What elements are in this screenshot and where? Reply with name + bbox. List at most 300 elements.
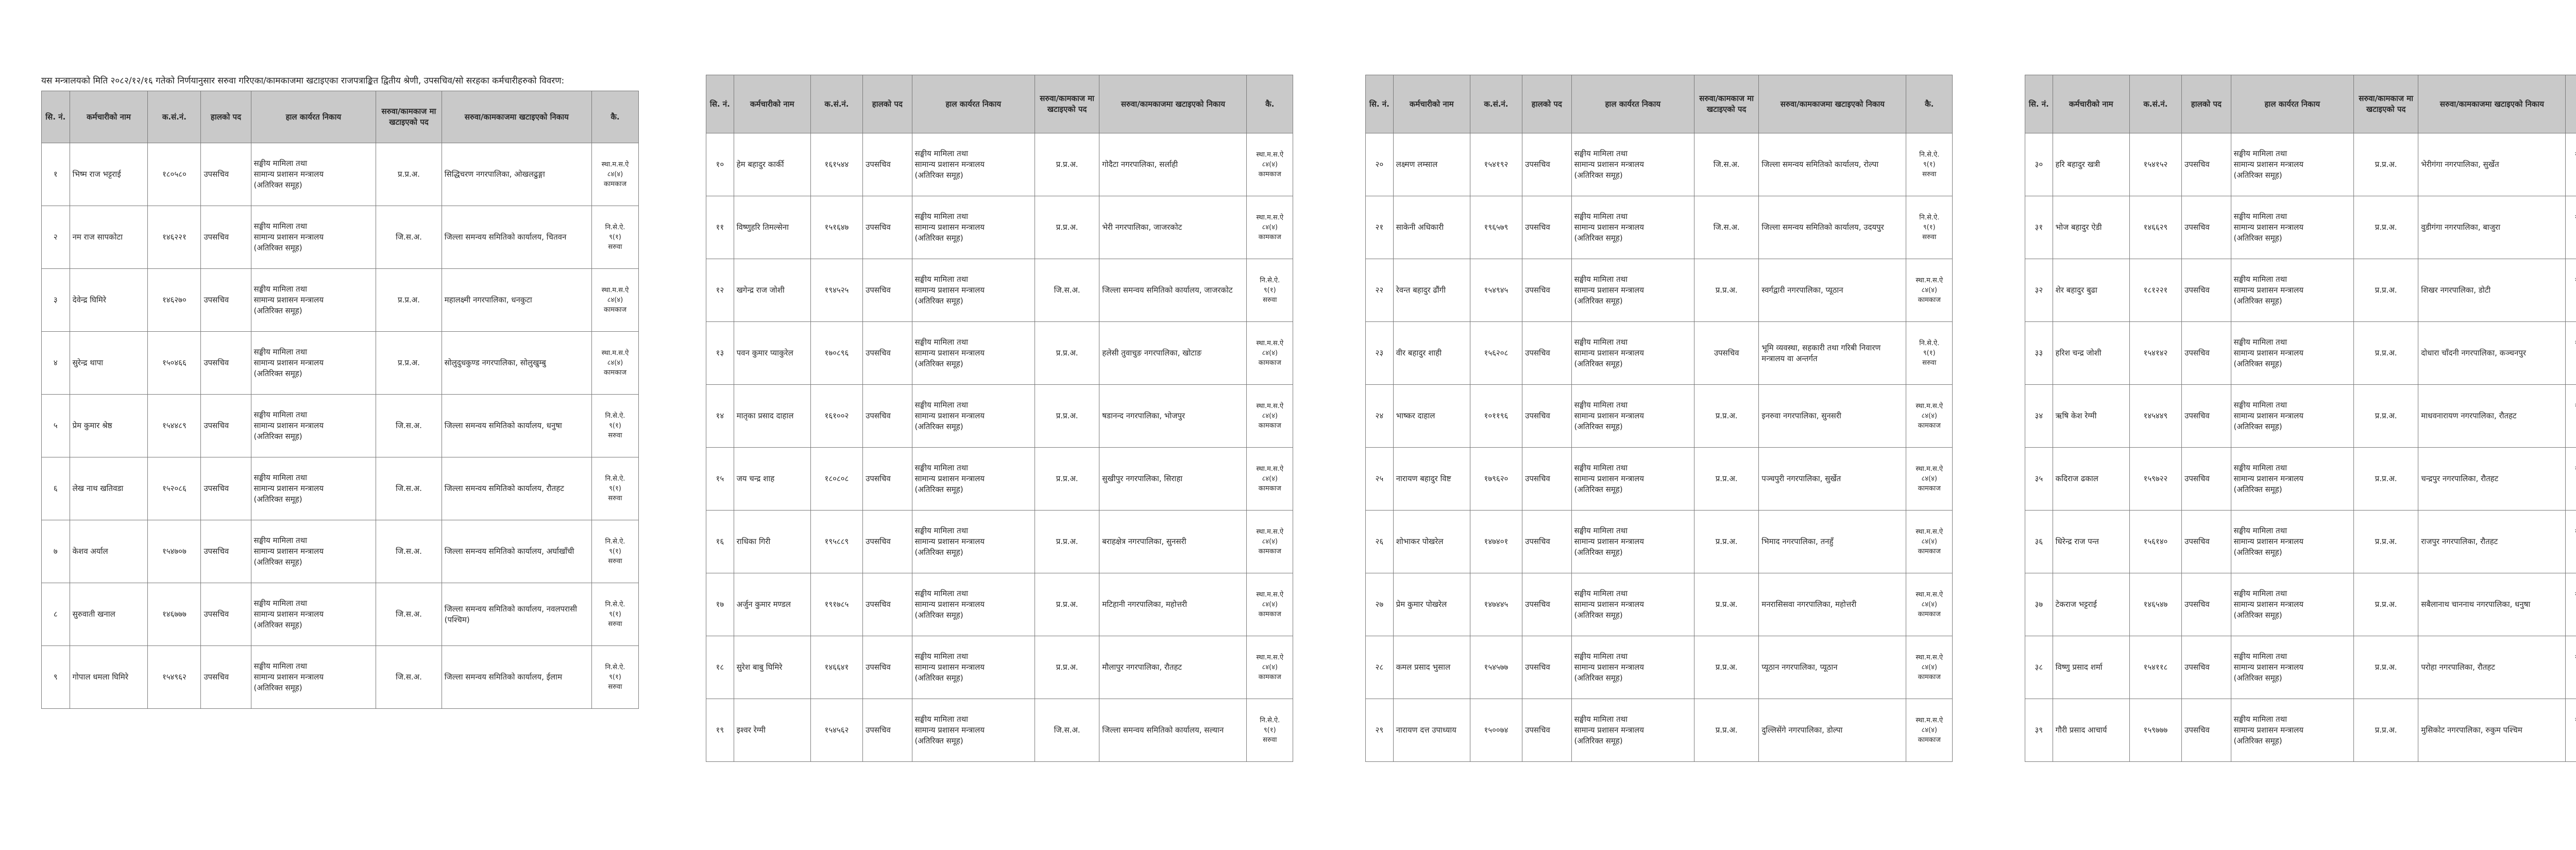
cell-line: (अतिरिक्त समूह) xyxy=(2233,736,2282,745)
cell-line: सामान्य प्रशासन मन्त्रालय xyxy=(253,358,324,367)
cell-assigned-office: बराहक्षेत्र नगरपालिका, सुनसरी xyxy=(1099,511,1247,573)
cell-line: सरुवा xyxy=(608,620,622,628)
cell-current-office xyxy=(251,646,376,709)
cell-line: ८४(४) xyxy=(1921,475,1937,483)
cell-line: स्था.म.स.ऐ xyxy=(601,349,629,357)
cell-line: सरुवा xyxy=(608,495,622,502)
cell-assigned-post: जि.स.अ. xyxy=(376,520,442,583)
table-row xyxy=(2025,322,2576,385)
cell-assigned-office: मुसिकोट नगरपालिका, रुकुम पश्चिम xyxy=(2418,699,2566,762)
cell-staff-id: १५४१९२ xyxy=(1470,133,1522,196)
cell-assigned-office: जिल्ला समन्वय समितिको कार्यालय, चितवन xyxy=(442,206,591,269)
table-row xyxy=(1366,511,1953,573)
cell-line: सामान्य प्रशासन मन्त्रालय xyxy=(914,725,985,735)
cell-line: (अतिरिक्त समूह) xyxy=(2233,485,2282,494)
cell-remarks xyxy=(2566,699,2576,762)
table-row xyxy=(1366,385,1953,448)
cell-line xyxy=(2568,716,2576,725)
cell-line: नि.से.ऐ. xyxy=(1260,717,1280,724)
cell-employee-name: कदिराज ढकाल xyxy=(2053,448,2129,511)
cell-line: ८४(४) xyxy=(1262,664,1278,671)
cell-line: सरुवा xyxy=(1263,736,1277,744)
table-row xyxy=(706,636,1293,699)
cell-line xyxy=(2568,464,2576,474)
table-row xyxy=(1366,196,1953,259)
table-row xyxy=(42,206,639,269)
cell-line: (अतिरिक्त समूह) xyxy=(914,610,963,620)
cell-assigned-post: प्र.प्र.अ. xyxy=(2354,511,2418,573)
cell-current-office xyxy=(912,259,1035,322)
cell-line: (अतिरिक्त समूह) xyxy=(1574,233,1623,243)
cell-line: सङ्घीय मामिला तथा xyxy=(1574,652,1628,661)
cell-employee-name: रेवन्त बहादुर ढौंगी xyxy=(1393,259,1470,322)
cell-current-post: उपसचिव xyxy=(201,395,251,457)
cell-employee-name: पवन कुमार प्याकुरेल xyxy=(734,322,810,385)
cell-serial-number: ९ xyxy=(42,646,70,709)
cell-current-office xyxy=(2231,636,2354,699)
cell-line: सामान्य प्रशासन मन्त्रालय xyxy=(253,232,324,242)
header-assigned-office: सरुवा/कामकाजमा खटाइएको निकाय xyxy=(1759,75,1906,133)
cell-remarks xyxy=(1906,322,1953,385)
cell-line: (अतिरिक्त समूह) xyxy=(253,369,302,378)
cell-staff-id: १५९७२२ xyxy=(2129,448,2181,511)
intro-paragraph: यस मन्त्रालयको मिति २०८२/१२/१६ गतेको निर्णयानुसार सरुवा गरिएका/कामकाजमा खटाइएका राजपत्राङ्कित द्वितीय श्रेणी, उपसचिव/सो सरहका कर्मचारीहरुको विवरण: xyxy=(41,76,565,86)
cell-line xyxy=(2568,401,2576,411)
cell-line xyxy=(2568,232,2576,242)
cell-current-office xyxy=(251,583,376,646)
table-row xyxy=(1366,448,1953,511)
cell-line: कामकाज xyxy=(1918,736,1941,744)
cell-line: ९(१) xyxy=(609,422,621,430)
cell-remarks xyxy=(1906,699,1953,762)
cell-line xyxy=(2568,547,2576,556)
cell-line: सङ्घीय मामिला तथा xyxy=(914,715,969,724)
header-current-post: हालको पद xyxy=(2182,75,2231,133)
cell-remarks xyxy=(591,583,638,646)
cell-line: सङ्घीय मामिला तथा xyxy=(2233,715,2287,724)
cell-line: सरुवा xyxy=(1922,233,1937,241)
cell-assigned-post: प्र.प्र.अ. xyxy=(376,269,442,332)
cell-line: ८४(४) xyxy=(1921,412,1937,420)
cell-current-post: उपसचिव xyxy=(2182,259,2231,322)
cell-staff-id: १५६२०८ xyxy=(1470,322,1522,385)
cell-line: ८४(४) xyxy=(1921,286,1937,294)
cell-employee-name: गौरी प्रसाद आचार्य xyxy=(2053,699,2129,762)
cell-current-post: उपसचिव xyxy=(2182,322,2231,385)
cell-current-office xyxy=(251,143,376,206)
cell-employee-name: लेख नाथ खतिवडा xyxy=(70,457,148,520)
cell-line: ८४(४) xyxy=(1921,664,1937,671)
cell-line: सङ्घीय मामिला तथा xyxy=(2233,212,2287,221)
cell-employee-name: धिरेन्द्र राज पन्त xyxy=(2053,511,2129,573)
cell-line xyxy=(2568,150,2576,160)
cell-assigned-post: प्र.प्र.अ. xyxy=(1035,196,1099,259)
cell-remarks xyxy=(1247,511,1293,573)
cell-staff-id: १९५८८९ xyxy=(810,511,862,573)
header-assigned-office: सरुवा/कामकाजमा खटाइएको निकाय xyxy=(442,91,591,143)
cell-remarks xyxy=(1906,448,1953,511)
table-row xyxy=(42,520,639,583)
cell-remarks xyxy=(1247,259,1293,322)
cell-staff-id: १५४११८ xyxy=(2129,636,2181,699)
table-row xyxy=(2025,699,2576,762)
cell-current-office xyxy=(1571,196,1694,259)
cell-current-office xyxy=(912,636,1035,699)
cell-staff-id: १४६६४१ xyxy=(810,636,862,699)
header-assigned-office: सरुवा/कामकाजमा खटाइएको निकाय xyxy=(2418,75,2566,133)
cell-line: सङ्घीय मामिला तथा xyxy=(914,337,969,347)
cell-remarks xyxy=(1906,511,1953,573)
cell-line: स्था.म.स.ऐ xyxy=(601,286,629,294)
cell-assigned-post: जि.स.अ. xyxy=(376,583,442,646)
cell-serial-number: २१ xyxy=(1366,196,1394,259)
table-row xyxy=(2025,636,2576,699)
cell-employee-name: राधिका गिरी xyxy=(734,511,810,573)
cell-staff-id: १४६७७७ xyxy=(148,583,201,646)
cell-line: ९(१) xyxy=(1923,161,1936,168)
cell-line: ८४(४) xyxy=(607,171,623,178)
cell-staff-id: १५४१४२ xyxy=(2129,322,2181,385)
table-row xyxy=(706,133,1293,196)
cell-remarks xyxy=(1906,133,1953,196)
cell-staff-id: १५०४६६ xyxy=(148,332,201,395)
cell-line: ९(१) xyxy=(1923,349,1936,357)
cell-assigned-office: जिल्ला समन्वय समितिको कार्यालय, रोल्पा xyxy=(1759,133,1906,196)
cell-staff-id: १५२०८६ xyxy=(148,457,201,520)
cell-line: (अतिरिक्त समूह) xyxy=(253,620,302,630)
cell-line: (अतिरिक्त समूह) xyxy=(2233,171,2282,180)
cell-line: सामान्य प्रशासन मन्त्रालय xyxy=(1574,348,1645,358)
cell-assigned-office: हलेसी तुवाचुङ नगरपालिका, खोटाङ xyxy=(1099,322,1247,385)
cell-line: (अतिरिक्त समूह) xyxy=(253,683,302,692)
cell-line xyxy=(2568,537,2576,547)
cell-line: स्था.म.स.ऐ xyxy=(1256,214,1284,222)
cell-current-office xyxy=(1571,133,1694,196)
cell-line: (अतिरिक्त समूह) xyxy=(1574,610,1623,620)
cell-serial-number: १८ xyxy=(706,636,734,699)
cell-line: सरुवा xyxy=(1263,296,1277,304)
cell-line: सामान्य प्रशासन मन्त्रालय xyxy=(914,600,985,609)
cell-line xyxy=(2568,358,2576,368)
cell-remarks xyxy=(2566,322,2576,385)
cell-serial-number: १५ xyxy=(706,448,734,511)
cell-line xyxy=(2568,600,2576,609)
header-staff-id: क.सं.नं. xyxy=(148,91,201,143)
cell-employee-name: हरिश चन्द्र जोशी xyxy=(2053,322,2129,385)
cell-staff-id: १४६६२९ xyxy=(2129,196,2181,259)
cell-line: सङ्घीय मामिला तथा xyxy=(914,589,969,598)
cell-line: ८४(४) xyxy=(1921,601,1937,608)
cell-staff-id: १४५४४९ xyxy=(2129,385,2181,448)
cell-remarks xyxy=(1906,385,1953,448)
cell-line: सामान्य प्रशासन मन्त्रालय xyxy=(1574,600,1645,609)
cell-line: सङ्घीय मामिला तथा xyxy=(1574,400,1628,410)
cell-line: (अतिरिक्त समूह) xyxy=(2233,359,2282,368)
cell-assigned-office: जिल्ला समन्वय समितिको कार्यालय, सल्यान xyxy=(1099,699,1247,762)
cell-serial-number: ३९ xyxy=(2025,699,2053,762)
cell-line: सामान्य प्रशासन मन्त्रालय xyxy=(253,169,324,179)
cell-line: सङ्घीय मामिला तथा xyxy=(253,536,308,545)
header-current-office: हाल कार्यरत निकाय xyxy=(2231,75,2354,133)
cell-employee-name: भोज बहादुर ऐडी xyxy=(2053,196,2129,259)
cell-employee-name: प्रेम कुमार श्रेष्ठ xyxy=(70,395,148,457)
cell-line: नि.से.ऐ. xyxy=(1919,339,1940,347)
cell-line xyxy=(2568,474,2576,484)
header-employee-name: कर्मचारीको नाम xyxy=(70,91,148,143)
cell-line: सङ्घीय मामिला तथा xyxy=(253,159,308,168)
cell-line xyxy=(2568,735,2576,745)
cell-line: स्था.म.स.ऐ xyxy=(1256,339,1284,347)
cell-line: सङ्घीय मामिला तथा xyxy=(253,473,308,482)
cell-line: स्था.म.स.ऐ xyxy=(601,161,629,168)
cell-current-post: उपसचिव xyxy=(863,573,912,636)
cell-line: ८४(४) xyxy=(607,296,623,304)
page-panel-3 xyxy=(1365,75,1953,762)
cell-assigned-office: भिमाद नगरपालिका, तनहुँ xyxy=(1759,511,1906,573)
cell-serial-number: २० xyxy=(1366,133,1394,196)
cell-current-post: उपसचिव xyxy=(201,269,251,332)
cell-line: सामान्य प्रशासन मन्त्रालय xyxy=(1574,662,1645,672)
cell-assigned-office: महालक्ष्मी नगरपालिका, धनकुटा xyxy=(442,269,591,332)
table-row xyxy=(706,573,1293,636)
cell-staff-id: १५९७७७ xyxy=(2129,699,2181,762)
cell-line: कामकाज xyxy=(603,180,627,188)
cell-line: सामान्य प्रशासन मन्त्रालय xyxy=(2233,725,2304,735)
cell-assigned-post: जि.स.अ. xyxy=(1035,259,1099,322)
cell-current-office xyxy=(2231,511,2354,573)
cell-line: (अतिरिक्त समूह) xyxy=(1574,171,1623,180)
table-row xyxy=(706,699,1293,762)
header-current-office: हाल कार्यरत निकाय xyxy=(1571,75,1694,133)
header-assigned-post: सरुवा/कामकाज मा खटाइएको पद xyxy=(1035,75,1099,133)
cell-remarks xyxy=(1906,573,1953,636)
cell-line: नि.से.ऐ. xyxy=(605,538,625,546)
cell-line: सङ्घीय मामिला तथा xyxy=(2233,589,2287,598)
cell-line: स्था.म.स.ऐ xyxy=(1256,151,1284,159)
cell-assigned-post: प्र.प्र.अ. xyxy=(1694,511,1759,573)
cell-assigned-post: प्र.प्र.अ. xyxy=(2354,322,2418,385)
cell-current-post: उपसचिव xyxy=(2182,636,2231,699)
cell-line: (अतिरिक्त समूह) xyxy=(914,422,963,431)
cell-line: सङ्घीय मामिला तथा xyxy=(914,652,969,661)
cell-line: सामान्य प्रशासन मन्त्रालय xyxy=(253,295,324,304)
cell-line: सङ्घीय मामिला तथा xyxy=(1574,715,1628,724)
cell-line: सङ्घीय मामिला तथा xyxy=(1574,275,1628,284)
cell-serial-number: ११ xyxy=(706,196,734,259)
cell-line: सरुवा xyxy=(608,683,622,691)
cell-assigned-post: प्र.प्र.अ. xyxy=(2354,196,2418,259)
cell-staff-id: १८१२२१ xyxy=(2129,259,2181,322)
cell-current-office xyxy=(1571,448,1694,511)
cell-serial-number: १६ xyxy=(706,511,734,573)
cell-assigned-post: प्र.प्र.अ. xyxy=(1035,385,1099,448)
header-staff-id: क.सं.नं. xyxy=(1470,75,1522,133)
header-staff-id: क.सं.नं. xyxy=(2129,75,2181,133)
cell-current-office xyxy=(1571,322,1694,385)
cell-line: ८४(४) xyxy=(1262,475,1278,483)
cell-serial-number: ३७ xyxy=(2025,573,2053,636)
cell-line: नि.से.ऐ. xyxy=(605,224,625,231)
cell-current-post: उपसचिव xyxy=(2182,196,2231,259)
cell-staff-id: १०११९६ xyxy=(1470,385,1522,448)
cell-assigned-office: प्यूठान नगरपालिका, प्यूठान xyxy=(1759,636,1906,699)
header-remarks: कै. xyxy=(591,91,638,143)
cell-assigned-post: प्र.प्र.अ. xyxy=(376,143,442,206)
cell-current-post: उपसचिव xyxy=(1522,699,1571,762)
cell-line: सरुवा xyxy=(608,557,622,565)
cell-line: कामकाज xyxy=(1258,171,1281,178)
cell-serial-number: ३१ xyxy=(2025,196,2053,259)
cell-line: सङ्घीय मामिला तथा xyxy=(2233,526,2287,535)
cell-line: सरुवा xyxy=(1922,171,1937,178)
cell-assigned-office: भूमि व्यवस्था, सहकारी तथा गरिबी निवारण मन्त्रालय वा अन्तर्गत xyxy=(1759,322,1906,385)
cell-assigned-post: प्र.प्र.अ. xyxy=(2354,385,2418,448)
cell-remarks xyxy=(591,269,638,332)
cell-assigned-post: प्र.प्र.अ. xyxy=(1035,636,1099,699)
cell-line xyxy=(2568,527,2576,537)
cell-remarks xyxy=(1247,385,1293,448)
header-assigned-post: सरुवा/कामकाज मा खटाइएको पद xyxy=(376,91,442,143)
cell-employee-name: प्रेम कुमार पोखरेल xyxy=(1393,573,1470,636)
cell-current-office xyxy=(251,395,376,457)
table-row xyxy=(1366,259,1953,322)
header-current-office: हाल कार्यरत निकाय xyxy=(912,75,1035,133)
cell-remarks xyxy=(1906,636,1953,699)
cell-assigned-office: चन्द्रपुर नगरपालिका, रौतहट xyxy=(2418,448,2566,511)
header-current-post: हालको पद xyxy=(1522,75,1571,133)
cell-current-office xyxy=(251,332,376,395)
table-row xyxy=(706,259,1293,322)
cell-serial-number: २३ xyxy=(1366,322,1394,385)
table-row xyxy=(706,385,1293,448)
cell-serial-number: १० xyxy=(706,133,734,196)
header-serial-number: सि. नं. xyxy=(2025,75,2053,133)
cell-line: ८४(४) xyxy=(1262,224,1278,231)
table-row xyxy=(1366,322,1953,385)
employee-table xyxy=(706,75,1293,762)
cell-staff-id: १५४१५२ xyxy=(2129,133,2181,196)
cell-current-office xyxy=(2231,385,2354,448)
cell-line: (अतिरिक्त समूह) xyxy=(2233,673,2282,683)
cell-employee-name: नम राज सापकोटा xyxy=(70,206,148,269)
header-remarks: कै. xyxy=(1247,75,1293,133)
cell-line xyxy=(2568,484,2576,494)
cell-remarks xyxy=(591,395,638,457)
cell-remarks xyxy=(591,520,638,583)
cell-line xyxy=(2568,338,2576,348)
cell-assigned-office: जिल्ला समन्वय समितिको कार्यालय, नवलपरासी (पश्चिम) xyxy=(442,583,591,646)
cell-line: सङ्घीय मामिला तथा xyxy=(253,222,308,231)
cell-employee-name: इश्वर रेग्मी xyxy=(734,699,810,762)
cell-employee-name: शोभाकर पोखरेल xyxy=(1393,511,1470,573)
cell-employee-name: गोपाल धमला घिमिरे xyxy=(70,646,148,709)
cell-staff-id: १६१००२ xyxy=(810,385,862,448)
cell-line: सामान्य प्रशासन मन्त्रालय xyxy=(914,537,985,546)
cell-current-post: उपसचिव xyxy=(863,511,912,573)
cell-line: सामान्य प्रशासन मन्त्रालय xyxy=(2233,160,2304,169)
cell-line: (अतिरिक्त समूह) xyxy=(253,432,302,441)
cell-line: स्था.म.स.ऐ xyxy=(1256,465,1284,473)
cell-line xyxy=(2568,213,2576,223)
cell-serial-number: २४ xyxy=(1366,385,1394,448)
cell-employee-name: हरि बहादुर खत्री xyxy=(2053,133,2129,196)
cell-line: सङ्घीय मामिला तथा xyxy=(1574,212,1628,221)
cell-line xyxy=(2568,276,2576,285)
table-row xyxy=(1366,699,1953,762)
header-remarks xyxy=(2566,75,2576,133)
cell-line: ८४(४) xyxy=(1921,538,1937,546)
cell-assigned-office: सबैलानाथ चाननाथ नगरपालिका, धनुषा xyxy=(2418,573,2566,636)
cell-assigned-post: प्र.प्र.अ. xyxy=(2354,699,2418,762)
cell-serial-number: २७ xyxy=(1366,573,1394,636)
cell-staff-id: १५००७४ xyxy=(1470,699,1522,762)
page-panel-1 xyxy=(41,75,639,709)
cell-assigned-office: पञ्चपुरी नगरपालिका, सुर्खेत xyxy=(1759,448,1906,511)
cell-line: सङ्घीय मामिला तथा xyxy=(914,400,969,410)
cell-line xyxy=(2568,725,2576,735)
table-row xyxy=(2025,196,2576,259)
cell-line: ८४(४) xyxy=(1262,412,1278,420)
cell-remarks xyxy=(2566,448,2576,511)
cell-line: ८४(४) xyxy=(1262,349,1278,357)
cell-remarks xyxy=(2566,636,2576,699)
cell-assigned-post: प्र.प्र.अ. xyxy=(1035,511,1099,573)
table-row xyxy=(706,511,1293,573)
cell-remarks xyxy=(1906,196,1953,259)
cell-employee-name: जय चन्द्र शाह xyxy=(734,448,810,511)
cell-line xyxy=(2568,609,2576,619)
cell-employee-name: हेम बहादुर कार्की xyxy=(734,133,810,196)
cell-remarks xyxy=(1906,259,1953,322)
cell-line: सामान्य प्रशासन मन्त्रालय xyxy=(253,421,324,430)
cell-line: ९(१) xyxy=(609,673,621,681)
cell-remarks xyxy=(1247,448,1293,511)
table-header-row xyxy=(706,75,1293,133)
cell-current-post: उपसचिव xyxy=(201,646,251,709)
cell-line: कामकाज xyxy=(1258,610,1281,618)
cell-line: सामान्य प्रशासन मन्त्रालय xyxy=(2233,537,2304,546)
table-row xyxy=(42,395,639,457)
cell-assigned-office: राजपुर नगरपालिका, रौतहट xyxy=(2418,511,2566,573)
cell-line: सङ्घीय मामिला तथा xyxy=(253,284,308,294)
cell-staff-id: १४७४४५ xyxy=(1470,573,1522,636)
cell-line: सङ्घीय मामिला तथा xyxy=(914,463,969,472)
cell-employee-name: सुरुवाती खनाल xyxy=(70,583,148,646)
cell-line xyxy=(2568,348,2576,358)
cell-assigned-office: सुखीपुर नगरपालिका, सिराहा xyxy=(1099,448,1247,511)
cell-employee-name: ऋषि केश रेग्मी xyxy=(2053,385,2129,448)
header-current-post: हालको पद xyxy=(863,75,912,133)
cell-employee-name: भाष्कर दाहाल xyxy=(1393,385,1470,448)
cell-current-office xyxy=(2231,322,2354,385)
header-assigned-post: सरुवा/कामकाज मा खटाइएको पद xyxy=(2354,75,2418,133)
table-row xyxy=(706,322,1293,385)
cell-line: (अतिरिक्त समूह) xyxy=(2233,610,2282,620)
cell-current-post: उपसचिव xyxy=(863,448,912,511)
header-serial-number: सि. नं. xyxy=(42,91,70,143)
cell-line: सामान्य प्रशासन मन्त्रालय xyxy=(2233,348,2304,358)
cell-line: सङ्घीय मामिला तथा xyxy=(1574,589,1628,598)
cell-current-post: उपसचिव xyxy=(2182,448,2231,511)
cell-line: कामकाज xyxy=(1258,548,1281,555)
cell-current-post: उपसचिव xyxy=(1522,573,1571,636)
cell-current-office xyxy=(1571,511,1694,573)
table-row xyxy=(706,448,1293,511)
cell-line: (अतिरिक्त समूह) xyxy=(914,548,963,557)
table-row xyxy=(2025,385,2576,448)
table-header-row xyxy=(42,91,639,143)
cell-line xyxy=(2568,169,2576,179)
